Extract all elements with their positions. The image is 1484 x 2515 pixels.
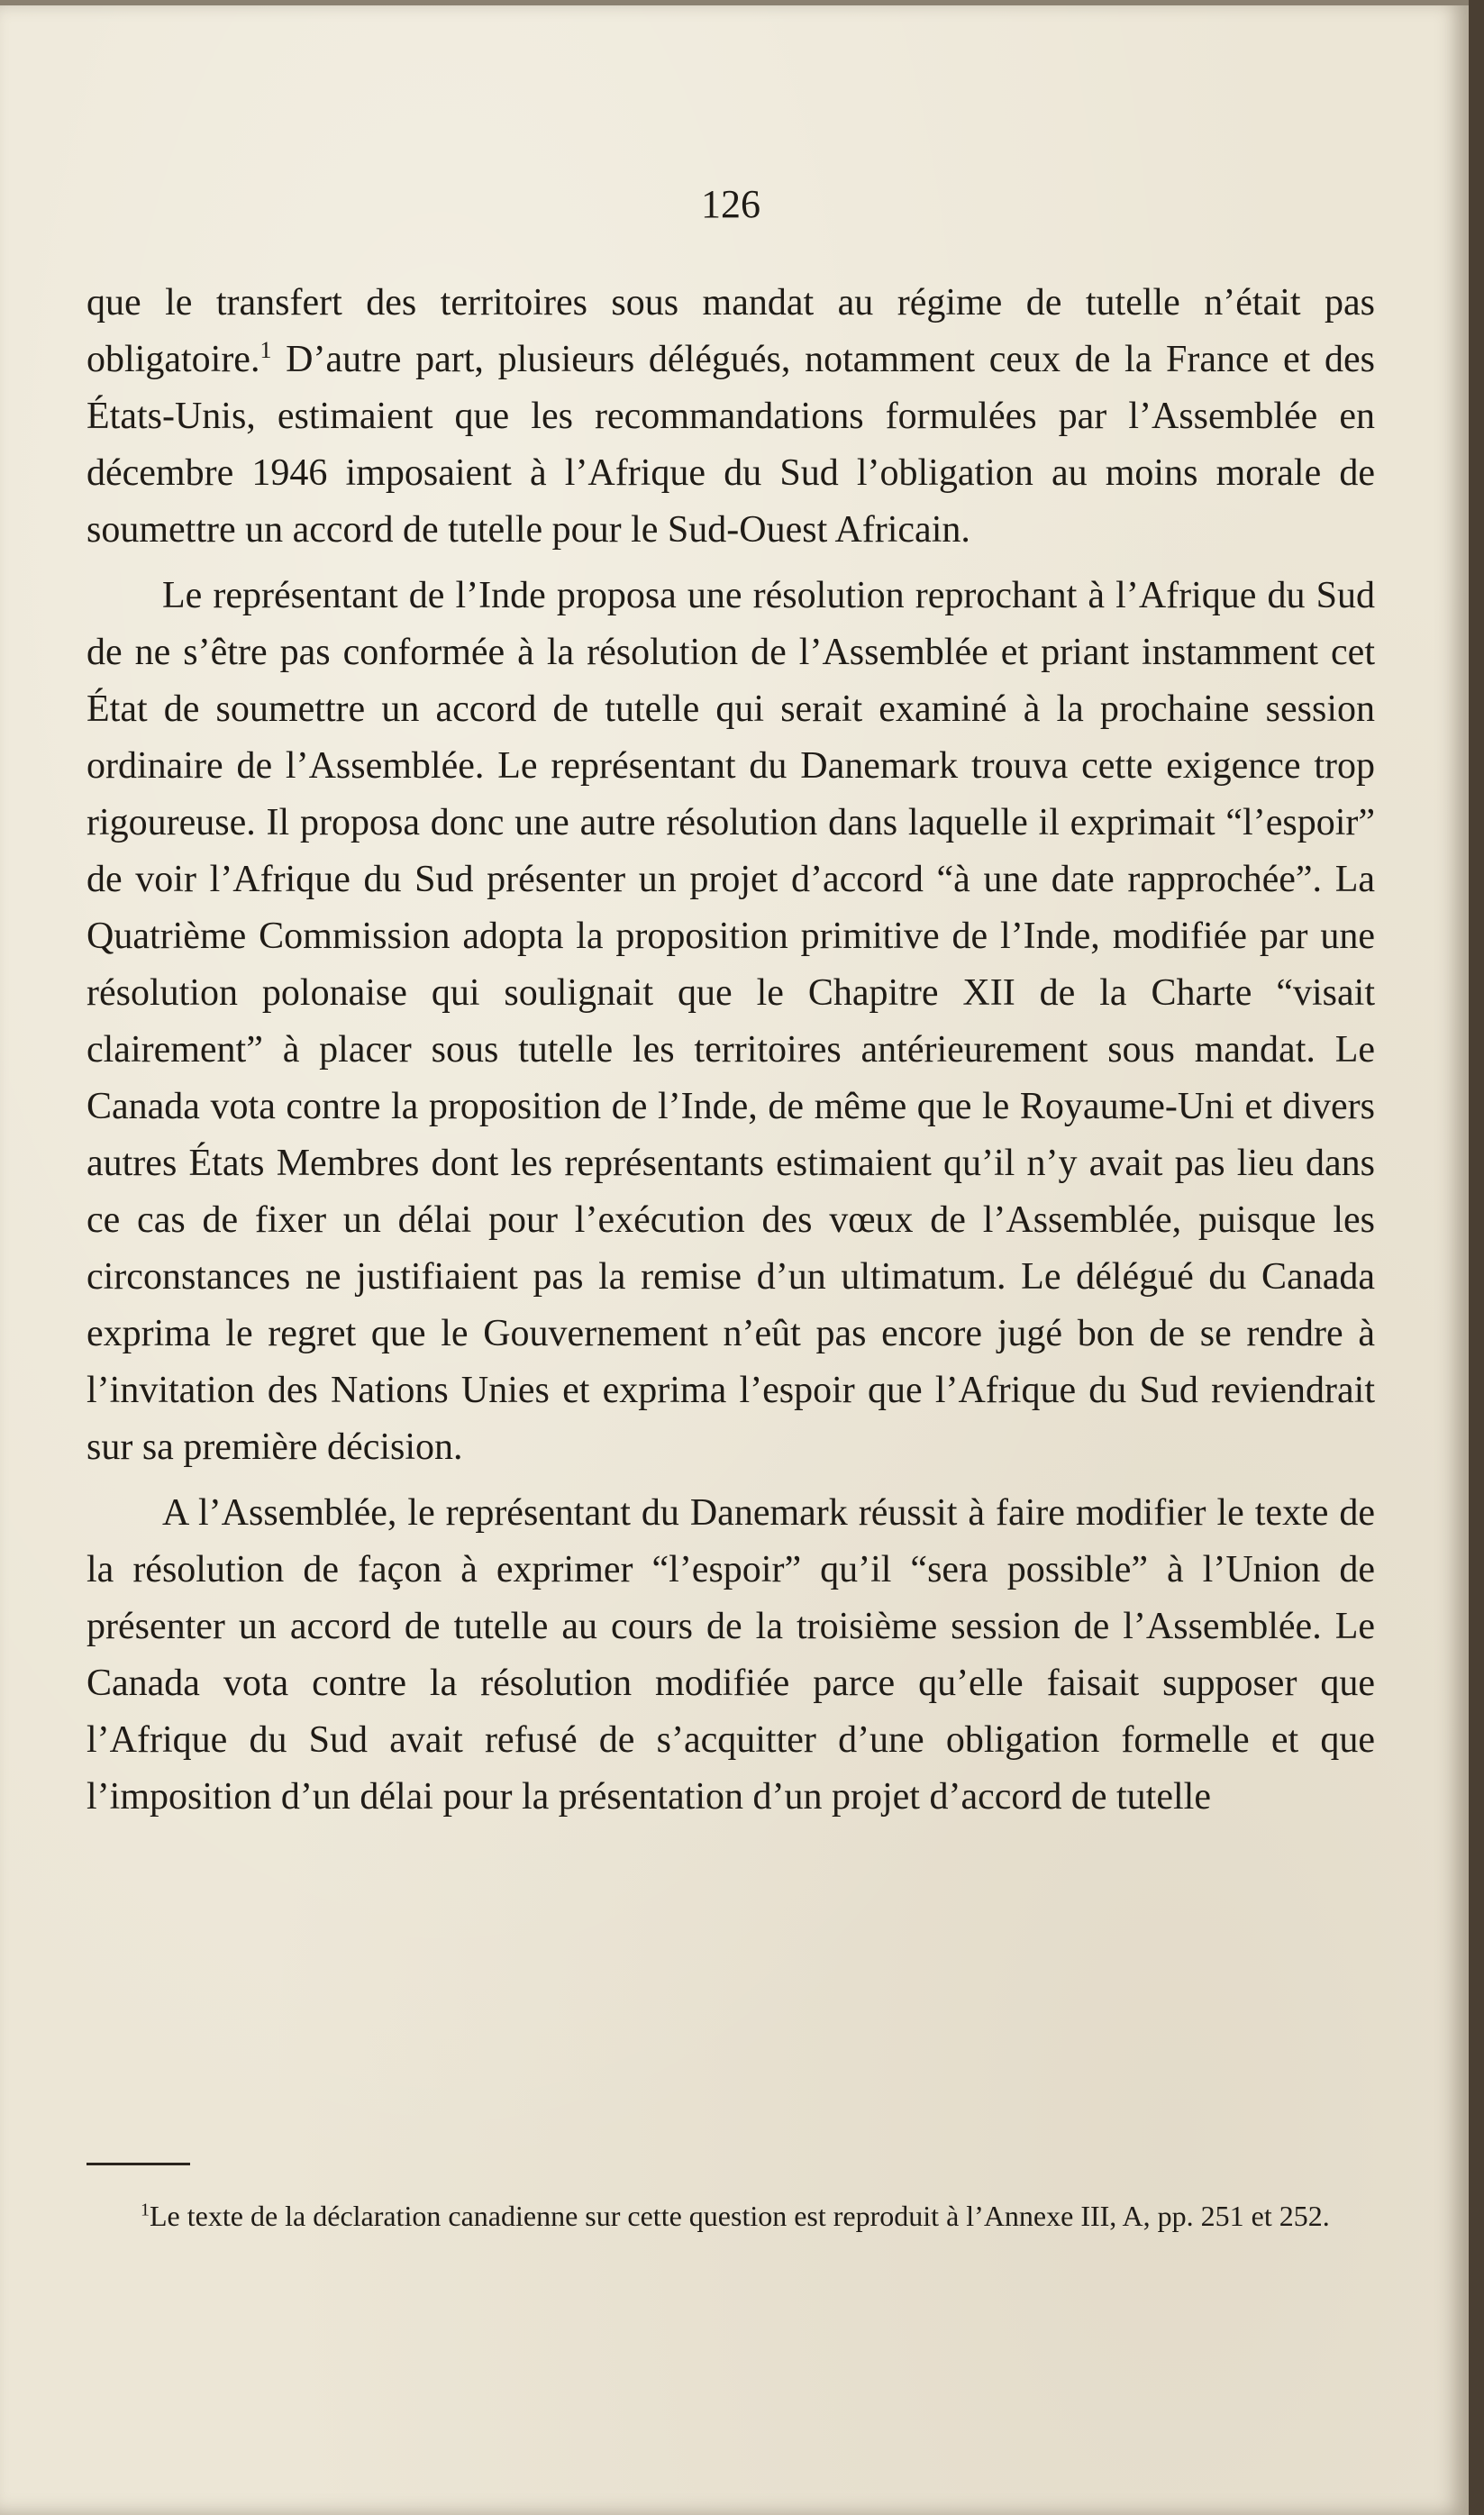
paragraph-2: Le représentant de l’Inde proposa une résolution reprochant à l’Afrique du Sud de ne s’être pas conformée à la résolution de l’Assemblée et priant instamment cet État de soumettre un accord de tutelle qui serait examiné à la prochaine session ordinaire de l’Assemblée. Le représentant du Danemark trouva cette exigence trop rigoureuse. Il proposa donc une autre résolution dans laquelle il exprimait “l’espoir” de voir l’Afrique du Sud présenter un projet d’accord “à une date rapprochée”. La Quatrième Commission adopta la proposition primitive de l’Inde, modifiée par une résolution polonaise qui soulignait que le Chapitre XII de la Charte “visait clairement” à placer sous tutelle les territoires antérieurement sous mandat. Le Canada vota contre la proposition de l’Inde, de même que le Royaume-Uni et divers autres États Membres dont les représentants estimaient qu’il n’y avait pas lieu dans ce cas de fixer un délai pour l’exécution des vœux de l’Assemblée, puisque les circonstances ne justifiaient pas la remise d’un ultimatum. Le délégué du Canada exprima le regret que le Gouvernement n’eût pas encore jugé bon de se rendre à l’invitation des Nations Unies et exprima l’espoir que l’Afrique du Sud reviendrait sur sa première décision. (86, 575, 1375, 1468)
body-text (86, 275, 1375, 1835)
page-top-edge (0, 0, 1469, 5)
page-number: 126 (701, 182, 760, 226)
paragraph-1-text-before-note: que le transfert des territoires sous mandat au régime de tutelle n’était pas obligatoire. (86, 282, 1375, 380)
footnote-reference[interactable]: 1 (259, 337, 272, 363)
footnote-mark: 1 (141, 2200, 150, 2220)
paragraph-1-text-after-note: D’autre part, plusieurs délégués, notamment ceux de la France et des États-Unis, estimaient que les recommandations formulées par l’Assemblée en décembre 1946 imposaient à l’Afrique du Sud l’obligation au moins morale de soumettre un accord de tutelle pour le Sud-Ouest Africain. (86, 339, 1375, 551)
paragraph-1 (86, 275, 1375, 559)
paragraph-3: A l’Assemblée, le représentant du Danemark réussit à faire modifier le texte de la résolution de façon à exprimer “l’espoir” qu’il “sera possible” à l’Union de présenter un accord de tutelle au cours de la troisième session de l’Assemblée. Le Canada vota contre la résolution modifiée parce qu’elle faisait supposer que l’Afrique du Sud avait refusé de s’acquitter d’une obligation formelle et que l’imposition d’un délai pour la présentation d’un projet d’accord de tutelle (86, 1492, 1375, 1818)
footnote-separator (86, 2163, 190, 2165)
footnote (86, 2192, 1375, 2240)
footnote-text: Le texte de la déclaration canadienne sur cette question est reproduit à l’Annexe III, A, pp. 251 et 252. (150, 2200, 1330, 2232)
